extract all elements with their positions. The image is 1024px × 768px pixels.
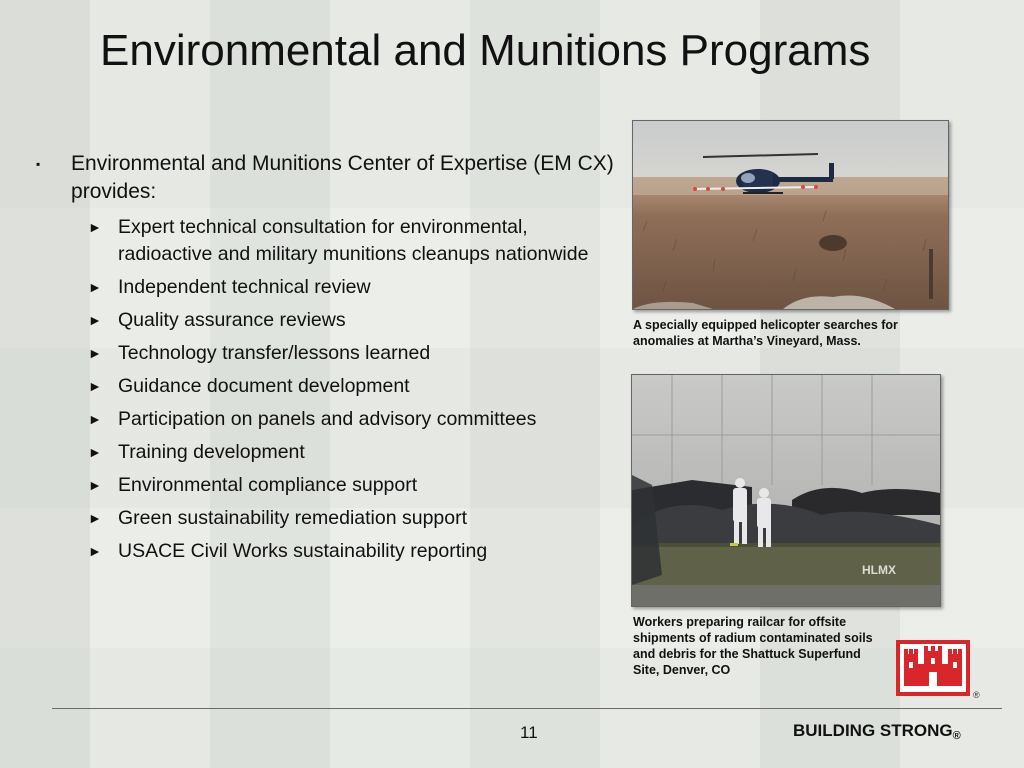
triangle-bullet-icon: ►	[88, 345, 102, 361]
sub-bullet	[88, 307, 626, 334]
railcar-workers-photo-image	[632, 375, 940, 606]
triangle-bullet-icon: ►	[88, 411, 102, 427]
page-number: 11	[520, 723, 538, 742]
sub-bullet-text: Technology transfer/lessons learned	[118, 342, 431, 364]
sub-bullet-text: Independent technical review	[118, 276, 371, 298]
castle-logo	[896, 640, 970, 696]
helicopter-photo-caption: A specially equipped helicopter searches for anomalies at Martha’s Vineyard, Mass.	[633, 318, 898, 348]
sub-bullet	[88, 373, 626, 400]
triangle-bullet-icon: ►	[88, 312, 102, 328]
footer-registered-mark: ®	[952, 730, 961, 742]
footer-brand-text: BUILDING STRONG	[793, 721, 953, 740]
sub-bullet-text: Green sustainability remediation support	[118, 507, 468, 529]
sub-bullet-list	[36, 214, 626, 565]
sub-bullet	[88, 274, 626, 301]
sub-bullet	[88, 340, 626, 367]
sub-bullet	[88, 538, 626, 565]
sub-bullet-text: Environmental compliance support	[118, 474, 418, 496]
sub-bullet	[88, 472, 626, 499]
triangle-bullet-icon: ►	[88, 279, 102, 295]
square-bullet-icon: ▪	[36, 157, 41, 171]
sub-bullet-text: Participation on panels and advisory committees	[118, 408, 537, 430]
railcar-marking: HLMX	[862, 563, 896, 577]
triangle-bullet-icon: ►	[88, 378, 102, 394]
sub-bullet	[88, 505, 626, 532]
sub-bullet-text: USACE Civil Works sustainability reporting	[118, 540, 488, 562]
helicopter-photo	[632, 120, 949, 310]
footer-brand	[793, 721, 961, 742]
sub-bullet	[88, 214, 626, 268]
sub-bullet-text: Guidance document development	[118, 375, 410, 397]
sub-bullet	[88, 439, 626, 466]
railcar-photo-caption: Workers preparing railcar for offsite shipments of radium contaminated soils and debris for the Shattuck Superfund Site, Denver, CO	[633, 615, 873, 677]
sub-bullet-text: Expert technical consultation for environmental, radioactive and military munitions cleanups nationwide	[118, 216, 589, 265]
sub-bullet-text: Quality assurance reviews	[118, 309, 346, 331]
triangle-bullet-icon: ►	[88, 219, 102, 235]
bullet-content	[36, 150, 626, 571]
logo-registered-mark: ®	[973, 690, 980, 700]
main-bullet	[36, 150, 626, 206]
sub-bullet-text: Training development	[118, 441, 305, 463]
railcar-workers-photo	[631, 374, 941, 607]
slide-title: Environmental and Munitions Programs	[100, 26, 871, 75]
sub-bullet	[88, 406, 626, 433]
main-bullet-text: Environmental and Munitions Center of Expertise (EM CX) provides:	[71, 152, 614, 203]
triangle-bullet-icon: ►	[88, 543, 102, 559]
triangle-bullet-icon: ►	[88, 510, 102, 526]
castle-logo-icon	[896, 640, 970, 696]
triangle-bullet-icon: ►	[88, 444, 102, 460]
footer-divider	[52, 708, 1002, 709]
triangle-bullet-icon: ►	[88, 477, 102, 493]
helicopter-photo-image	[633, 121, 948, 309]
